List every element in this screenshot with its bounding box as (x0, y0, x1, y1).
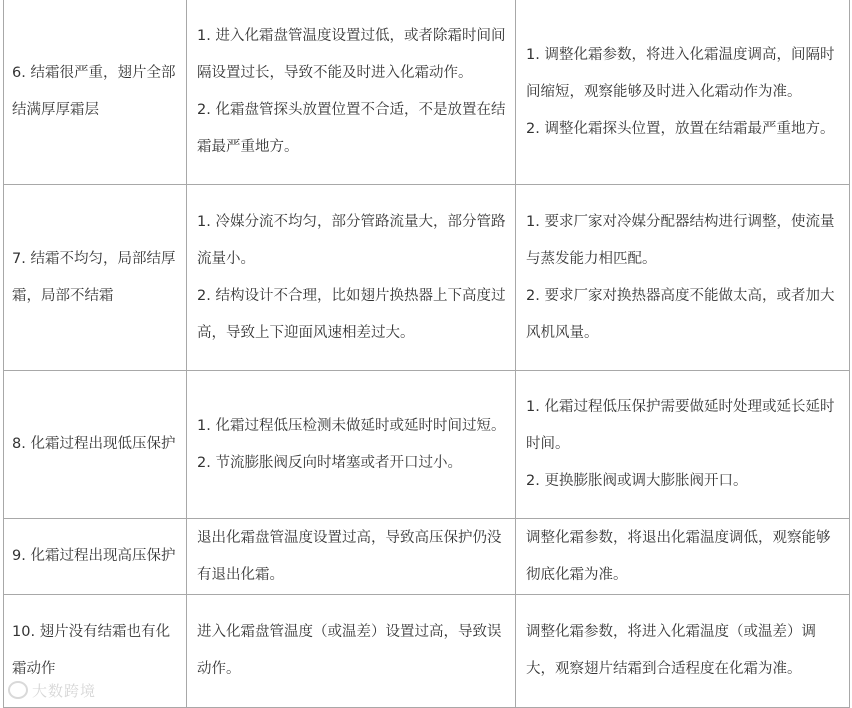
cause-item: 1. 进入化霜盘管温度设置过低，或者除霜时间间隔设置过长，导致不能及时进入化霜动作。 (197, 28, 506, 81)
problem-cell (4, 371, 187, 519)
table-row (4, 185, 850, 371)
solution-cell (516, 519, 850, 595)
cause-cell (187, 519, 516, 595)
table-row (4, 595, 850, 708)
solution-item: 2. 更换膨胀阀或调大膨胀阀开口。 (526, 473, 748, 489)
cause-item: 2. 化霜盘管探头放置位置不合适，不是放置在结霜最严重地方。 (197, 102, 506, 155)
cause-item: 2. 结构设计不合理，比如翅片换热器上下高度过高，导致上下迎面风速相差过大。 (197, 287, 506, 341)
logo-icon (8, 681, 28, 699)
solution-item: 调整化霜参数，将进入化霜温度（或温差）调大，观察翅片结霜到合适程度在化霜为准。 (526, 624, 816, 677)
solution-cell (516, 0, 850, 185)
solution-item: 2. 调整化霜探头位置，放置在结霜最严重地方。 (526, 120, 835, 137)
cause-cell (187, 185, 516, 371)
cause-item: 2. 节流膨胀阀反向时堵塞或者开口过小。 (197, 454, 462, 471)
solution-item: 1. 要求厂家对冷媒分配器结构进行调整，使流量与蒸发能力相匹配。 (526, 213, 835, 267)
problem-text: 7. 结霜不均匀，局部结厚霜，局部不结霜 (12, 250, 176, 304)
cause-cell (187, 0, 516, 185)
troubleshooting-table (3, 0, 850, 708)
cause-cell (187, 371, 516, 519)
solution-item: 1. 调整化霜参数，将进入化霜温度调高，间隔时间缩短，观察能够及时进入化霜动作为准。 (526, 46, 835, 100)
cause-item: 1. 化霜过程低压检测未做延时或延时时间过短。 (197, 417, 506, 434)
problem-cell (4, 519, 187, 595)
table-row (4, 519, 850, 595)
solution-cell (516, 371, 850, 519)
problem-text: 8. 化霜过程出现低压保护 (12, 436, 176, 452)
solution-item: 2. 要求厂家对换热器高度不能做太高，或者加大风机风量。 (526, 287, 835, 341)
watermark (8, 680, 96, 701)
cause-cell (187, 595, 516, 708)
problem-text: 9. 化霜过程出现高压保护 (12, 548, 176, 564)
problem-text: 10. 翅片没有结霜也有化霜动作 (12, 624, 171, 677)
watermark-text: 大数跨境 (32, 682, 97, 700)
cause-item: 进入化霜盘管温度（或温差）设置过高，导致误动作。 (197, 624, 502, 677)
problem-cell (4, 0, 187, 185)
problem-cell (4, 185, 187, 371)
solution-cell (516, 595, 850, 708)
cause-item: 退出化霜盘管温度设置过高，导致高压保护仍没有退出化霜。 (197, 529, 502, 583)
table-row (4, 371, 850, 519)
problem-text: 6. 结霜很严重，翅片全部结满厚厚霜层 (12, 65, 176, 118)
solution-item: 1. 化霜过程低压保护需要做延时处理或延长延时时间。 (526, 399, 835, 452)
solution-item: 调整化霜参数，将退出化霜温度调低，观察能够彻底化霜为准。 (526, 529, 831, 583)
table-row (4, 0, 850, 185)
solution-cell (516, 185, 850, 371)
cause-item: 1. 冷媒分流不均匀，部分管路流量大，部分管路流量小。 (197, 213, 506, 267)
